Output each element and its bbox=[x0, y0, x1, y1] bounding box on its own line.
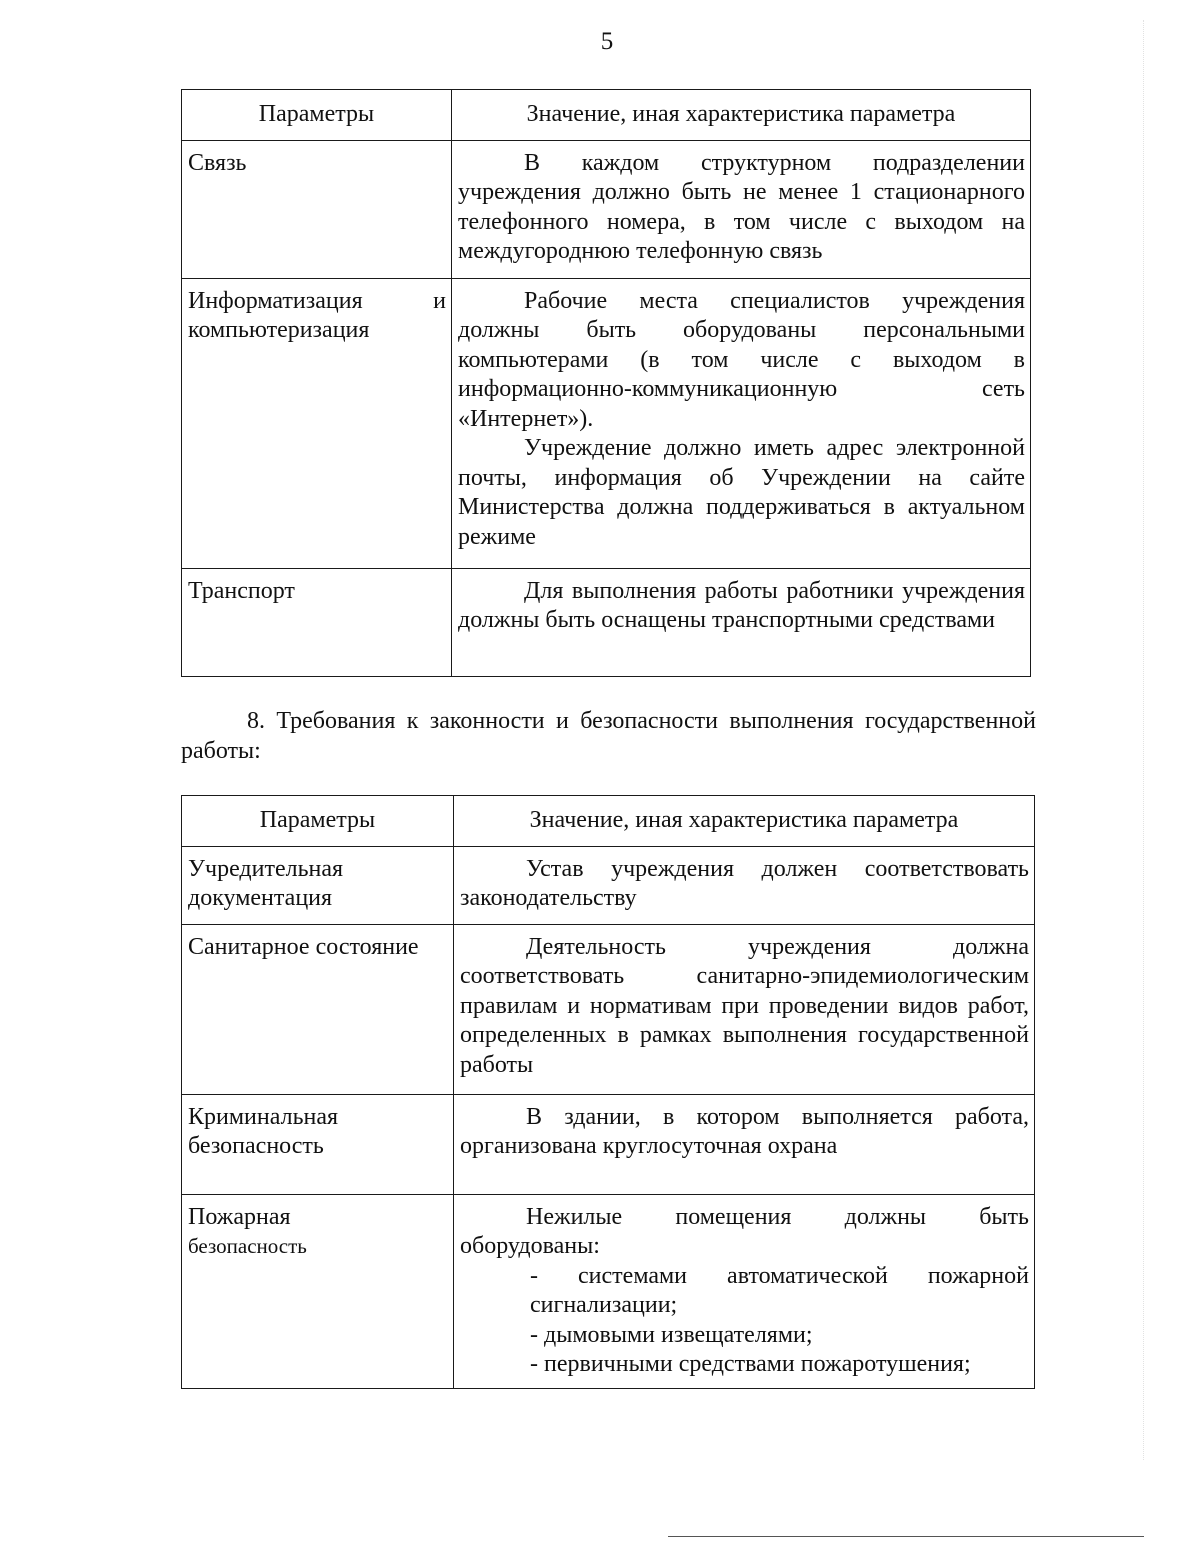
table-row-transport bbox=[182, 568, 1031, 676]
table-row-founding-docs bbox=[182, 846, 1035, 924]
value-paragraph: Для выполнения работы работники учреждения должны быть оснащены транспортными средствами bbox=[458, 577, 1025, 633]
value-founding-docs bbox=[454, 846, 1035, 924]
section-8-heading: 8. Требования к законности и безопасности выполнения государственной работы: bbox=[181, 708, 1036, 764]
value-paragraph: Деятельность учреждения должна соответствовать санитарно-эпидемиологическим правилам и нормативам при проведении видов работ, определенных в рамках выполнения государственной работы bbox=[460, 933, 1029, 1078]
list-item: - первичными средствами пожаротушения; bbox=[530, 1351, 971, 1377]
table-row-criminal-security bbox=[182, 1094, 1035, 1194]
table-parameters-1 bbox=[181, 89, 1031, 677]
param-informatization bbox=[182, 278, 452, 568]
table-parameters-2 bbox=[181, 795, 1035, 1389]
table-header-row bbox=[182, 796, 1035, 847]
param-fire-safety bbox=[182, 1194, 454, 1388]
param-founding-docs: Учредительная документация bbox=[182, 846, 454, 924]
header-parameters: Параметры bbox=[182, 90, 452, 141]
value-paragraph: Устав учреждения должен соответствовать законодательству bbox=[460, 855, 1029, 911]
param-transport: Транспорт bbox=[182, 568, 452, 676]
value-transport bbox=[452, 568, 1031, 676]
table-row-fire-safety bbox=[182, 1194, 1035, 1388]
value-fire-safety bbox=[454, 1194, 1035, 1388]
list-item: - дымовыми извещателями; bbox=[530, 1321, 813, 1348]
value-paragraph: Учреждение должно иметь адрес электронной почты, информация об Учреждении на сайте Министерства должна поддерживаться в актуальном режиме bbox=[458, 435, 1025, 550]
footer-rule bbox=[668, 1536, 1144, 1537]
param-criminal-security: Криминальная безопасность bbox=[182, 1094, 454, 1194]
param-fire-safety-line2: безопасность bbox=[188, 1234, 307, 1258]
table-row-informatization bbox=[182, 278, 1031, 568]
table-row-sanitary bbox=[182, 924, 1035, 1094]
value-paragraph: В каждом структурном подразделении учреждения должно быть не менее 1 стационарного телефонного номера, в том числе с выходом на междугороднюю телефонную связь bbox=[458, 149, 1025, 264]
header-value: Значение, иная характеристика параметра bbox=[454, 796, 1035, 847]
value-sanitary bbox=[454, 924, 1035, 1094]
list-item: - системами автоматической пожарной сигнализации; bbox=[530, 1262, 1029, 1318]
value-paragraph: Рабочие места специалистов учреждения должны быть оборудованы персональными компьютерами (в том числе с выходом в информационно-коммуникационную сеть «Интернет»). bbox=[458, 287, 1025, 432]
value-paragraph: Нежилые помещения должны быть оборудованы: bbox=[460, 1203, 1029, 1259]
param-informatization-label: Информатизация и компьютеризация bbox=[188, 287, 446, 343]
table-header-row bbox=[182, 90, 1031, 141]
value-criminal-security bbox=[454, 1094, 1035, 1194]
scan-margin-artifact bbox=[1143, 20, 1148, 1460]
header-value: Значение, иная характеристика параметра bbox=[452, 90, 1031, 141]
param-communication: Связь bbox=[182, 140, 452, 278]
header-parameters: Параметры bbox=[182, 796, 454, 847]
param-sanitary: Санитарное состояние bbox=[182, 924, 454, 1094]
value-paragraph: В здании, в котором выполняется работа, организована круглосуточная охрана bbox=[460, 1103, 1029, 1159]
value-informatization bbox=[452, 278, 1031, 568]
table-row-communication bbox=[182, 140, 1031, 278]
page-number: 5 bbox=[600, 28, 614, 55]
param-fire-safety-line1: Пожарная bbox=[188, 1203, 291, 1230]
value-communication bbox=[452, 140, 1031, 278]
